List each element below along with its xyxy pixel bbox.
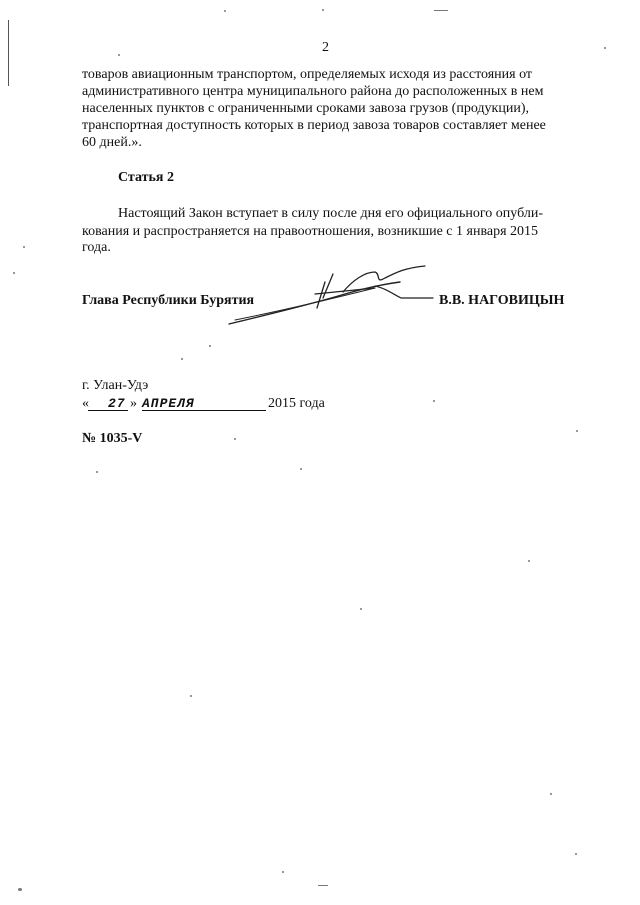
signature-title: Глава Республики Бурятия xyxy=(82,293,255,308)
signatory-name: В.В. НАГОВИЦЫН xyxy=(439,293,565,308)
date-open-quote: « xyxy=(82,396,89,411)
paragraph-line: 60 дней.». xyxy=(82,135,142,150)
article-heading: Статья 2 xyxy=(118,170,174,185)
scan-speck xyxy=(575,853,577,855)
scan-speck xyxy=(528,560,530,562)
scan-speck xyxy=(576,430,578,432)
scan-speck xyxy=(209,345,211,347)
article-text-line: года. xyxy=(82,240,111,255)
scan-speck xyxy=(23,246,25,248)
scan-speck xyxy=(300,468,302,470)
paragraph-line: товаров авиационным транспортом, определяемых исходя из расстояния от xyxy=(82,67,533,82)
scan-speck xyxy=(433,400,435,402)
scan-speck xyxy=(96,471,98,473)
scan-speck xyxy=(604,47,606,49)
law-number: № 1035-V xyxy=(82,431,143,446)
handwritten-signature xyxy=(225,258,435,330)
scan-speck xyxy=(18,888,22,891)
date-day-underline-left xyxy=(88,410,108,411)
date-month-underline xyxy=(142,410,266,411)
article-text-line: кования и распространяется на правоотношения, возникшие с 1 января 2015 xyxy=(82,224,539,239)
paragraph-line: населенных пунктов с ограниченными сроками завоза грузов (продукции), xyxy=(82,101,529,116)
scan-speck xyxy=(190,695,192,697)
scan-speck xyxy=(360,608,362,610)
left-margin-rule xyxy=(8,20,9,86)
scan-speck xyxy=(434,10,448,11)
scan-speck xyxy=(181,358,183,360)
date-month: АПРЕЛЯ xyxy=(142,396,195,411)
scan-speck xyxy=(234,438,236,440)
scan-speck xyxy=(118,54,120,56)
place-of-signing: г. Улан-Удэ xyxy=(82,378,149,393)
article-text-line: Настоящий Закон вступает в силу после дня его официального опубли- xyxy=(118,206,544,221)
page-number: 2 xyxy=(322,40,329,55)
scan-speck xyxy=(224,10,226,12)
scan-speck xyxy=(13,272,15,274)
scan-speck xyxy=(318,885,328,886)
paragraph-line: административного центра муниципального района до расположенных в нем xyxy=(82,84,544,99)
date-day-underline xyxy=(108,410,128,411)
paragraph-line: транспортная доступность которых в период завоза товаров составляет менее xyxy=(82,118,546,133)
date-close-quote: » xyxy=(130,396,137,411)
date-year: 2015 года xyxy=(268,396,325,411)
scan-speck xyxy=(322,9,324,11)
scan-speck xyxy=(282,871,284,873)
date-day: 27 xyxy=(108,396,126,411)
scan-speck xyxy=(550,793,552,795)
